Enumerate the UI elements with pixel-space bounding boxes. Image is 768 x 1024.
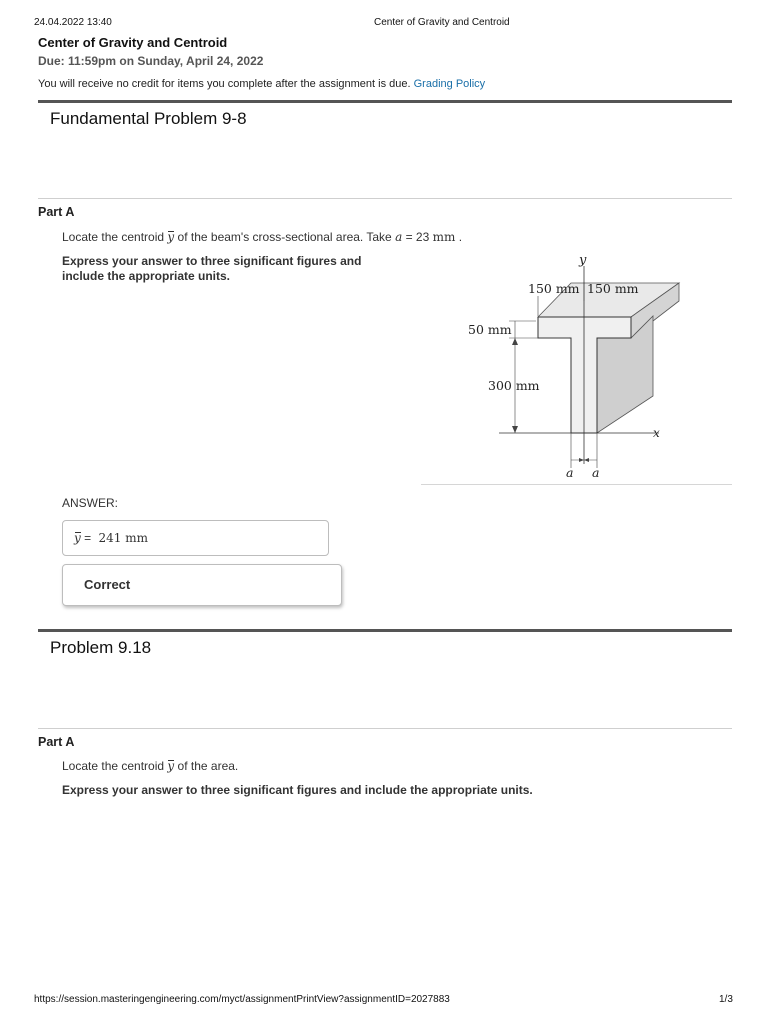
answer-content bbox=[74, 531, 148, 545]
assignment-title: Center of Gravity and Centroid bbox=[38, 35, 228, 50]
dim-300: 300 mm bbox=[488, 378, 540, 393]
part-a-label: Part A bbox=[38, 205, 75, 219]
answer-equals: = bbox=[84, 531, 92, 545]
dim-50: 50 mm bbox=[468, 322, 512, 337]
beam-figure bbox=[421, 246, 732, 485]
answer-label: ANSWER: bbox=[62, 496, 119, 510]
answer-instructions: Express your answer to three significant figures and include the appropriate units. bbox=[62, 254, 362, 283]
print-datetime: 24.04.2022 13:40 bbox=[34, 17, 112, 28]
dim-150-left: 150 mm bbox=[528, 281, 580, 296]
a-value: = 23 bbox=[405, 230, 430, 244]
t-beam-diagram bbox=[421, 246, 732, 484]
section-divider bbox=[38, 100, 732, 103]
page-number: 1/3 bbox=[719, 994, 733, 1005]
problem-title: Fundamental Problem 9-8 bbox=[50, 109, 247, 128]
answer-field[interactable] bbox=[62, 520, 329, 556]
result-status: Correct bbox=[84, 577, 131, 592]
result-box bbox=[62, 564, 342, 606]
print-url: https://session.masteringengineering.com/myct/assignmentPrintView?assignmentID=2027883 bbox=[34, 994, 450, 1005]
due-date: Due: 11:59pm on Sunday, April 24, 2022 bbox=[38, 54, 264, 68]
problem-prompt bbox=[62, 759, 238, 773]
prompt-text-mid: of the beam's cross-sectional area. Take bbox=[177, 230, 392, 244]
late-notice-text: You will receive no credit for items you complete after the assignment is due. bbox=[38, 78, 411, 90]
print-doc-title: Center of Gravity and Centroid bbox=[374, 17, 510, 28]
prompt-period: . bbox=[458, 230, 463, 244]
prompt-text-end: of the area. bbox=[177, 759, 239, 773]
dim-150-right: 150 mm bbox=[587, 281, 639, 296]
section-divider bbox=[38, 629, 732, 632]
problem-title: Problem 9.18 bbox=[50, 638, 152, 657]
y-bar-symbol: y bbox=[167, 230, 175, 244]
late-notice bbox=[38, 78, 485, 90]
a-unit: mm bbox=[432, 230, 456, 244]
y-axis-label: y bbox=[579, 253, 587, 268]
y-bar-symbol: y bbox=[74, 531, 81, 545]
prompt-text: Locate the centroid bbox=[62, 230, 165, 244]
grading-policy-link[interactable]: Grading Policy bbox=[413, 78, 486, 90]
answer-value: 241 mm bbox=[98, 531, 148, 545]
y-bar-symbol: y bbox=[167, 759, 175, 773]
dim-a-left: a bbox=[566, 465, 574, 480]
problem-prompt bbox=[62, 230, 462, 244]
a-symbol: a bbox=[395, 230, 403, 244]
answer-instructions: Express your answer to three significant figures and include the appropriate units. bbox=[62, 783, 533, 797]
prompt-text: Locate the centroid bbox=[62, 759, 165, 773]
dim-a-right: a bbox=[592, 465, 600, 480]
part-divider bbox=[38, 728, 732, 729]
part-divider bbox=[38, 198, 732, 199]
x-axis-label: x bbox=[653, 426, 660, 440]
part-a-label: Part A bbox=[38, 735, 75, 749]
